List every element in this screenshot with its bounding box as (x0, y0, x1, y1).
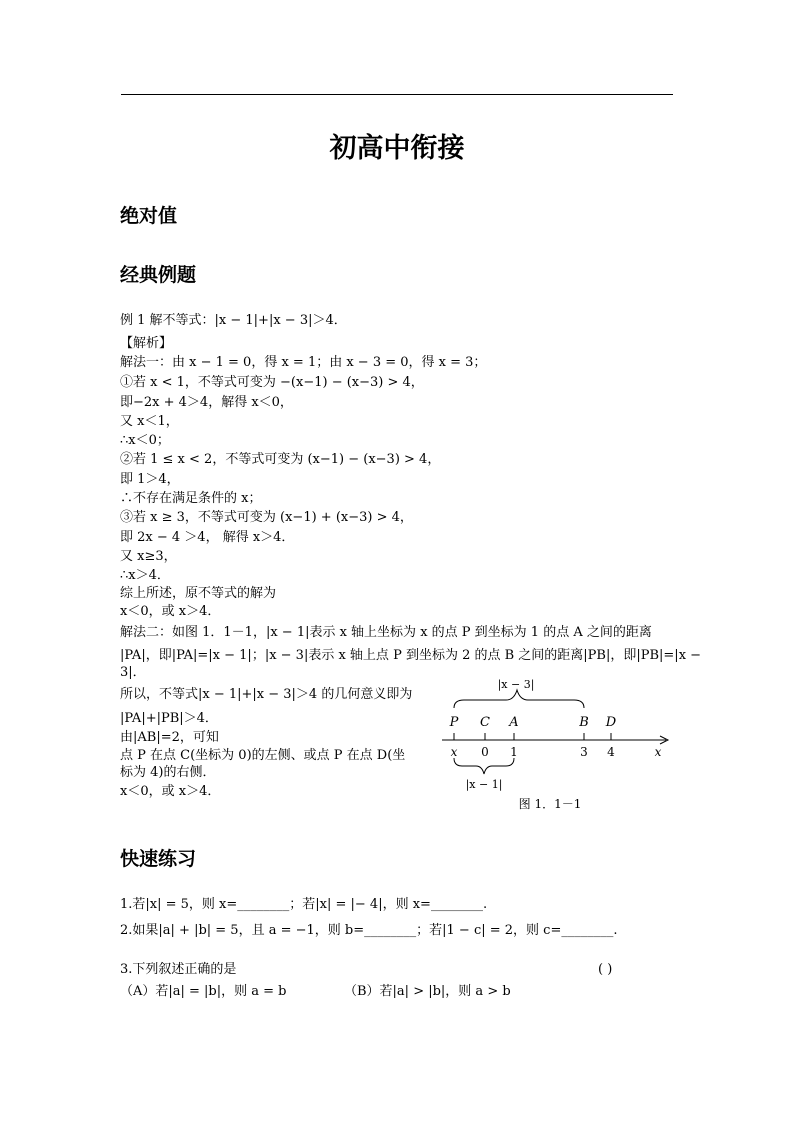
bottom-brace (454, 758, 514, 774)
exercise-2: 2.如果|a| + |b| = 5，且 a = −1，则 b=________；若|1 − c| = 2，则 c=________. (120, 923, 618, 938)
point-label-p: P (449, 715, 459, 730)
axis-label: x (654, 745, 662, 759)
example-line: x＜0，或 x＞4． (120, 604, 221, 619)
tick-label-x: x (450, 745, 458, 759)
option-a: （A）若|a| = |b|，则 a = b (120, 984, 287, 999)
top-brace (454, 690, 584, 708)
geometric-meaning-line: 标为 4)的右侧． (120, 765, 216, 780)
top-brace-label: |x − 3| (497, 678, 535, 691)
tick-label-1: 1 (510, 745, 518, 759)
example-line: 即−2x + 4＞4，解得 x＜0， (120, 395, 293, 410)
header-rule (121, 94, 673, 95)
example-line: ②若 1 ≤ x < 2，不等式可变为 (x−1) − (x−3) > 4， (120, 452, 441, 467)
point-label-d: D (605, 715, 617, 730)
tick-label-3: 3 (580, 745, 588, 759)
tick-label-4: 4 (607, 745, 615, 759)
example-line: 又 x＜1， (120, 414, 179, 429)
exercise-1: 1.若|x| = 5，则 x=________；若|x| = |− 4|，则 x=________. (120, 897, 488, 912)
example-line: |PA|，即|PA|=|x − 1|；|x − 3|表示 x 轴上点 P 到坐标为 2 的点 B 之间的距离|PB|，即|PB|=|x − (120, 648, 702, 663)
bottom-brace-label: |x − 1| (465, 778, 503, 791)
example-line: 解法一：由 x − 1 = 0，得 x = 1；由 x − 3 = 0，得 x = 3； (120, 355, 487, 370)
example-line: ①若 x < 1，不等式可变为 −(x−1) − (x−3) > 4， (120, 375, 424, 390)
geometric-meaning-line: x＜0，或 x＞4． (120, 784, 221, 799)
example-line: ∴x＜0； (120, 433, 170, 448)
geometric-meaning-line: 由|AB|=2，可知 (120, 730, 219, 745)
example-line: ∴x＞4． (120, 568, 170, 583)
example-line: 即 1＞4， (120, 472, 180, 487)
example-line: ③若 x ≥ 3，不等式可变为 (x−1) + (x−3) > 4， (120, 510, 413, 525)
option-b: （B）若|a| > |b|，则 a > b (344, 984, 511, 999)
geometric-meaning-line: 所以，不等式|x − 1|+|x − 3|＞4 的几何意义即为 (120, 687, 413, 702)
point-label-b: B (579, 715, 589, 730)
number-line-figure (440, 678, 680, 818)
section-heading-practice: 快速练习 (120, 848, 197, 870)
example-line: 综上所述，原不等式的解为 (120, 586, 277, 601)
section-heading-absolute-value: 绝对值 (120, 205, 178, 227)
example-line: ∴不存在满足条件的 x； (120, 491, 262, 506)
section-heading-examples: 经典例题 (120, 264, 197, 286)
tick-label-0: 0 (481, 745, 489, 759)
example-line: 例 1 解不等式：|x − 1|+|x − 3|＞4． (120, 313, 347, 328)
example-line: 3|． (120, 665, 146, 680)
geometric-meaning-line: 点 P 在点 C(坐标为 0)的左侧、或点 P 在点 D(坐 (120, 748, 406, 763)
example-line: 即 2x − 4 ＞4， 解得 x＞4． (120, 530, 295, 545)
exercise-3: 3.下列叙述正确的是 (120, 962, 237, 977)
point-label-c: C (480, 715, 490, 730)
figure-caption: 图 1．1－1 (518, 797, 582, 811)
document-title: 初高中衔接 (329, 133, 465, 164)
geometric-meaning-line: |PA|+|PB|＞4． (120, 711, 218, 726)
answer-bracket: ( ) (598, 962, 613, 977)
example-line: 解法二：如图 1．1－1，|x − 1|表示 x 轴上坐标为 x 的点 P 到坐标为 1 的点 A 之间的距离 (120, 625, 652, 640)
point-label-a: A (509, 715, 519, 730)
example-line: 【解析】 (120, 336, 173, 351)
example-line: 又 x≥3， (120, 549, 177, 564)
